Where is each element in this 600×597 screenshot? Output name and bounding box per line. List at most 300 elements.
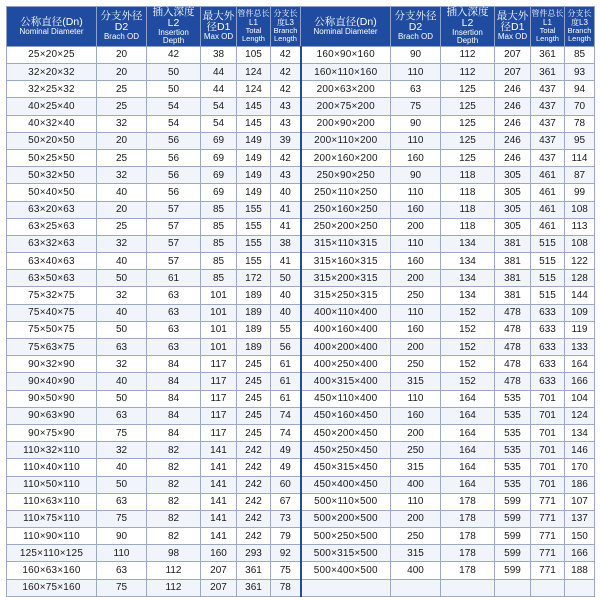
left-branch-length-cell: 56 xyxy=(271,339,301,356)
right-branch-length-cell: 87 xyxy=(565,167,595,184)
left-total-length-cell: 145 xyxy=(237,115,271,132)
left-total-length-cell: 242 xyxy=(237,510,271,527)
left-total-length-cell: 155 xyxy=(237,201,271,218)
right-insertion-depth-cell: 134 xyxy=(441,253,495,270)
left-nominal-cell: 125×110×125 xyxy=(7,545,97,562)
right-total-length-cell xyxy=(531,579,565,596)
left-branch-od-cell: 63 xyxy=(97,339,147,356)
right-nominal-cell: 450×250×450 xyxy=(301,442,391,459)
left-branch-length-cell: 61 xyxy=(271,373,301,390)
left-nominal-cell: 75×32×75 xyxy=(7,287,97,304)
left-branch-length-cell: 41 xyxy=(271,201,301,218)
right-nominal-cell: 200×63×200 xyxy=(301,81,391,98)
left-nominal-cell: 63×40×63 xyxy=(7,253,97,270)
left-max-od-cell: 141 xyxy=(201,442,237,459)
right-branch-od-cell: 315 xyxy=(391,545,441,562)
right-insertion-depth-cell: 152 xyxy=(441,304,495,321)
table-row xyxy=(7,373,595,390)
left-max-od-cell: 207 xyxy=(201,562,237,579)
left-branch-length-cell: 43 xyxy=(271,115,301,132)
right-branch-od-cell: 110 xyxy=(391,493,441,510)
left-nominal-cell: 75×50×75 xyxy=(7,321,97,338)
left-insertion-depth-cell: 61 xyxy=(147,270,201,287)
right-nominal-cell: 450×110×400 xyxy=(301,390,391,407)
left-total-length-cell: 242 xyxy=(237,459,271,476)
right-branch-length-cell: 137 xyxy=(565,510,595,527)
left-max-od-cell: 69 xyxy=(201,132,237,149)
table-row xyxy=(7,356,595,373)
right-max-od-cell: 599 xyxy=(495,510,531,527)
right-insertion-depth-cell: 134 xyxy=(441,235,495,252)
left-branch-od-cell: 32 xyxy=(97,356,147,373)
right-insertion-depth-cell xyxy=(441,579,495,596)
right-insertion-depth-cell: 178 xyxy=(441,510,495,527)
table-row xyxy=(7,321,595,338)
table-row xyxy=(7,493,595,510)
left-insertion-depth-cell: 82 xyxy=(147,476,201,493)
right-max-od-cell: 599 xyxy=(495,493,531,510)
left-branch-length-cell: 55 xyxy=(271,321,301,338)
table-row xyxy=(7,184,595,201)
left-branch-od-cell: 90 xyxy=(97,528,147,545)
left-insertion-depth-cell: 82 xyxy=(147,459,201,476)
spec-table-sheet xyxy=(6,6,594,594)
right-branch-od-cell: 160 xyxy=(391,407,441,424)
left-total-length-cell: 242 xyxy=(237,476,271,493)
right-max-od-cell: 246 xyxy=(495,81,531,98)
left-branch-length-cell: 92 xyxy=(271,545,301,562)
left-branch-od-cell: 25 xyxy=(97,218,147,235)
left-insertion-depth-cell: 57 xyxy=(147,235,201,252)
left-total-length-cell: 124 xyxy=(237,81,271,98)
left-insertion-depth-cell: 63 xyxy=(147,321,201,338)
right-branch-length-cell: 164 xyxy=(565,356,595,373)
left-nominal-cell: 50×40×50 xyxy=(7,184,97,201)
left-nominal-cell: 63×25×63 xyxy=(7,218,97,235)
right-max-od-cell: 381 xyxy=(495,287,531,304)
left-branch-length-cell: 40 xyxy=(271,184,301,201)
right-nominal-cell: 200×110×200 xyxy=(301,132,391,149)
table-row xyxy=(7,510,595,527)
right-total-length-cell: 515 xyxy=(531,287,565,304)
left-branch-od-cell: 50 xyxy=(97,390,147,407)
right-max-od-cell: 246 xyxy=(495,115,531,132)
right-insertion-depth-cell: 164 xyxy=(441,459,495,476)
left-branch-od-cell: 50 xyxy=(97,270,147,287)
right-nominal-cell: 500×400×500 xyxy=(301,562,391,579)
right-total-length-cell: 437 xyxy=(531,132,565,149)
left-total-length-cell: 149 xyxy=(237,167,271,184)
left-branch-length-cell: 39 xyxy=(271,132,301,149)
table-row xyxy=(7,81,595,98)
left-max-od-cell: 117 xyxy=(201,356,237,373)
right-total-length-cell: 515 xyxy=(531,235,565,252)
table-row xyxy=(7,149,595,166)
table-row xyxy=(7,476,595,493)
right-total-length-cell: 437 xyxy=(531,149,565,166)
right-branch-od-cell: 110 xyxy=(391,390,441,407)
right-branch-od-cell: 110 xyxy=(391,235,441,252)
right-insertion-depth-cell: 178 xyxy=(441,528,495,545)
right-insertion-depth-cell: 118 xyxy=(441,184,495,201)
left-branch-od-cell: 110 xyxy=(97,545,147,562)
right-max-od-cell: 207 xyxy=(495,46,531,63)
right-insertion-depth-cell: 164 xyxy=(441,407,495,424)
left-branch-length-cell: 40 xyxy=(271,287,301,304)
right-branch-od-cell: 90 xyxy=(391,46,441,63)
header-insertion-depth: 插入深度L2 Insertion Depth xyxy=(147,7,201,47)
right-total-length-cell: 361 xyxy=(531,46,565,63)
right-total-length-cell: 633 xyxy=(531,339,565,356)
header-max-od: 最大外径D1 Max OD xyxy=(201,7,237,47)
table-row xyxy=(7,218,595,235)
right-nominal-cell: 400×200×400 xyxy=(301,339,391,356)
left-branch-od-cell: 40 xyxy=(97,373,147,390)
left-insertion-depth-cell: 82 xyxy=(147,528,201,545)
left-total-length-cell: 242 xyxy=(237,528,271,545)
left-branch-od-cell: 32 xyxy=(97,115,147,132)
right-max-od-cell: 478 xyxy=(495,356,531,373)
right-branch-length-cell: 107 xyxy=(565,493,595,510)
right-insertion-depth-cell: 112 xyxy=(441,64,495,81)
header-nominal-diameter-right: 公称直径(Dn) Nominal Diameter xyxy=(301,7,391,47)
right-max-od-cell: 535 xyxy=(495,407,531,424)
right-branch-length-cell: 85 xyxy=(565,46,595,63)
left-max-od-cell: 69 xyxy=(201,184,237,201)
right-insertion-depth-cell: 134 xyxy=(441,270,495,287)
right-max-od-cell: 478 xyxy=(495,339,531,356)
right-nominal-cell: 200×90×200 xyxy=(301,115,391,132)
left-branch-od-cell: 40 xyxy=(97,459,147,476)
header-insertion-depth-right: 插入深度L2 Insertion Depth xyxy=(441,7,495,47)
right-branch-length-cell: 108 xyxy=(565,235,595,252)
left-total-length-cell: 124 xyxy=(237,64,271,81)
right-branch-od-cell: 250 xyxy=(391,442,441,459)
left-max-od-cell: 117 xyxy=(201,373,237,390)
left-max-od-cell: 54 xyxy=(201,115,237,132)
left-branch-length-cell: 61 xyxy=(271,390,301,407)
right-branch-length-cell: 128 xyxy=(565,270,595,287)
right-branch-od-cell: 110 xyxy=(391,184,441,201)
right-branch-od-cell: 200 xyxy=(391,270,441,287)
left-total-length-cell: 189 xyxy=(237,304,271,321)
right-insertion-depth-cell: 164 xyxy=(441,476,495,493)
left-max-od-cell: 38 xyxy=(201,46,237,63)
left-max-od-cell: 69 xyxy=(201,167,237,184)
left-branch-od-cell: 75 xyxy=(97,424,147,441)
left-branch-length-cell: 73 xyxy=(271,510,301,527)
right-insertion-depth-cell: 178 xyxy=(441,493,495,510)
left-max-od-cell: 117 xyxy=(201,390,237,407)
right-total-length-cell: 515 xyxy=(531,270,565,287)
right-nominal-cell: 250×200×250 xyxy=(301,218,391,235)
header-total-length: 管件总长L1 Total Length xyxy=(237,7,271,47)
right-max-od-cell: 535 xyxy=(495,476,531,493)
left-branch-od-cell: 32 xyxy=(97,442,147,459)
left-branch-length-cell: 74 xyxy=(271,424,301,441)
table-row xyxy=(7,562,595,579)
left-branch-length-cell: 43 xyxy=(271,98,301,115)
right-nominal-cell: 400×250×400 xyxy=(301,356,391,373)
left-branch-od-cell: 32 xyxy=(97,167,147,184)
right-nominal-cell: 160×90×160 xyxy=(301,46,391,63)
right-total-length-cell: 461 xyxy=(531,218,565,235)
left-max-od-cell: 141 xyxy=(201,476,237,493)
right-insertion-depth-cell: 178 xyxy=(441,545,495,562)
table-row xyxy=(7,235,595,252)
right-total-length-cell: 633 xyxy=(531,304,565,321)
right-branch-length-cell: 104 xyxy=(565,390,595,407)
left-branch-od-cell: 20 xyxy=(97,201,147,218)
right-insertion-depth-cell: 164 xyxy=(441,390,495,407)
left-max-od-cell: 141 xyxy=(201,510,237,527)
right-branch-length-cell: 170 xyxy=(565,459,595,476)
left-nominal-cell: 50×25×50 xyxy=(7,149,97,166)
right-max-od-cell: 535 xyxy=(495,442,531,459)
right-branch-od-cell: 160 xyxy=(391,321,441,338)
left-insertion-depth-cell: 57 xyxy=(147,253,201,270)
left-branch-od-cell: 63 xyxy=(97,493,147,510)
right-nominal-cell: 450×200×450 xyxy=(301,424,391,441)
left-branch-od-cell: 63 xyxy=(97,562,147,579)
right-total-length-cell: 461 xyxy=(531,184,565,201)
left-insertion-depth-cell: 57 xyxy=(147,218,201,235)
left-total-length-cell: 105 xyxy=(237,46,271,63)
right-nominal-cell: 500×200×500 xyxy=(301,510,391,527)
left-max-od-cell: 54 xyxy=(201,98,237,115)
table-row xyxy=(7,167,595,184)
right-insertion-depth-cell: 152 xyxy=(441,356,495,373)
right-insertion-depth-cell: 112 xyxy=(441,46,495,63)
left-branch-length-cell: 40 xyxy=(271,304,301,321)
right-branch-od-cell: 250 xyxy=(391,528,441,545)
left-nominal-cell: 40×25×40 xyxy=(7,98,97,115)
right-branch-length-cell: 70 xyxy=(565,98,595,115)
left-insertion-depth-cell: 84 xyxy=(147,373,201,390)
table-body xyxy=(7,46,595,596)
left-total-length-cell: 189 xyxy=(237,321,271,338)
right-nominal-cell: 250×90×250 xyxy=(301,167,391,184)
right-branch-od-cell: 400 xyxy=(391,476,441,493)
pipe-tee-spec-table xyxy=(6,6,595,597)
left-branch-od-cell: 50 xyxy=(97,476,147,493)
left-nominal-cell: 32×20×32 xyxy=(7,64,97,81)
right-total-length-cell: 437 xyxy=(531,115,565,132)
right-nominal-cell: 500×250×500 xyxy=(301,528,391,545)
left-branch-od-cell: 20 xyxy=(97,46,147,63)
right-total-length-cell: 771 xyxy=(531,510,565,527)
right-insertion-depth-cell: 164 xyxy=(441,424,495,441)
left-max-od-cell: 85 xyxy=(201,201,237,218)
left-branch-length-cell: 78 xyxy=(271,579,301,596)
left-nominal-cell: 110×32×110 xyxy=(7,442,97,459)
left-branch-od-cell: 32 xyxy=(97,235,147,252)
right-branch-length-cell: 166 xyxy=(565,545,595,562)
left-max-od-cell: 44 xyxy=(201,64,237,81)
right-total-length-cell: 437 xyxy=(531,98,565,115)
left-branch-length-cell: 41 xyxy=(271,253,301,270)
left-branch-od-cell: 25 xyxy=(97,98,147,115)
right-total-length-cell: 437 xyxy=(531,81,565,98)
left-total-length-cell: 145 xyxy=(237,98,271,115)
left-total-length-cell: 149 xyxy=(237,184,271,201)
left-insertion-depth-cell: 56 xyxy=(147,132,201,149)
left-max-od-cell: 117 xyxy=(201,407,237,424)
right-max-od-cell: 381 xyxy=(495,235,531,252)
right-branch-length-cell: 109 xyxy=(565,304,595,321)
left-insertion-depth-cell: 54 xyxy=(147,98,201,115)
right-branch-length-cell: 133 xyxy=(565,339,595,356)
left-insertion-depth-cell: 56 xyxy=(147,184,201,201)
right-insertion-depth-cell: 125 xyxy=(441,115,495,132)
right-nominal-cell: 200×75×200 xyxy=(301,98,391,115)
right-insertion-depth-cell: 125 xyxy=(441,81,495,98)
right-branch-length-cell: 99 xyxy=(565,184,595,201)
left-branch-od-cell: 40 xyxy=(97,184,147,201)
left-branch-length-cell: 67 xyxy=(271,493,301,510)
right-branch-length-cell: 114 xyxy=(565,149,595,166)
right-max-od-cell: 305 xyxy=(495,184,531,201)
left-max-od-cell: 160 xyxy=(201,545,237,562)
right-total-length-cell: 701 xyxy=(531,476,565,493)
header-branch-od: 分支外径D2 Brach OD xyxy=(97,7,147,47)
right-total-length-cell: 771 xyxy=(531,528,565,545)
left-branch-od-cell: 20 xyxy=(97,64,147,81)
right-nominal-cell: 315×250×315 xyxy=(301,287,391,304)
right-max-od-cell xyxy=(495,579,531,596)
left-max-od-cell: 141 xyxy=(201,493,237,510)
left-max-od-cell: 141 xyxy=(201,528,237,545)
left-max-od-cell: 101 xyxy=(201,287,237,304)
right-branch-od-cell: 63 xyxy=(391,81,441,98)
left-branch-od-cell: 40 xyxy=(97,253,147,270)
left-branch-length-cell: 42 xyxy=(271,46,301,63)
left-insertion-depth-cell: 42 xyxy=(147,46,201,63)
left-nominal-cell: 90×40×90 xyxy=(7,373,97,390)
left-nominal-cell: 90×75×90 xyxy=(7,424,97,441)
right-branch-od-cell: 160 xyxy=(391,253,441,270)
right-nominal-cell: 250×160×250 xyxy=(301,201,391,218)
right-insertion-depth-cell: 152 xyxy=(441,373,495,390)
right-nominal-cell: 450×315×450 xyxy=(301,459,391,476)
right-nominal-cell: 315×110×315 xyxy=(301,235,391,252)
left-nominal-cell: 63×32×63 xyxy=(7,235,97,252)
left-branch-length-cell: 42 xyxy=(271,81,301,98)
right-max-od-cell: 478 xyxy=(495,321,531,338)
right-branch-length-cell: 134 xyxy=(565,424,595,441)
right-branch-length-cell xyxy=(565,579,595,596)
left-branch-length-cell: 50 xyxy=(271,270,301,287)
left-insertion-depth-cell: 63 xyxy=(147,304,201,321)
right-insertion-depth-cell: 178 xyxy=(441,562,495,579)
left-nominal-cell: 50×32×50 xyxy=(7,167,97,184)
right-insertion-depth-cell: 118 xyxy=(441,218,495,235)
left-total-length-cell: 189 xyxy=(237,287,271,304)
right-max-od-cell: 305 xyxy=(495,218,531,235)
left-branch-od-cell: 25 xyxy=(97,81,147,98)
right-branch-length-cell: 119 xyxy=(565,321,595,338)
right-insertion-depth-cell: 125 xyxy=(441,98,495,115)
right-total-length-cell: 515 xyxy=(531,253,565,270)
right-branch-od-cell: 160 xyxy=(391,201,441,218)
right-branch-length-cell: 186 xyxy=(565,476,595,493)
left-total-length-cell: 242 xyxy=(237,493,271,510)
right-max-od-cell: 207 xyxy=(495,64,531,81)
right-nominal-cell: 400×160×400 xyxy=(301,321,391,338)
left-max-od-cell: 85 xyxy=(201,253,237,270)
right-nominal-cell: 315×200×315 xyxy=(301,270,391,287)
right-insertion-depth-cell: 152 xyxy=(441,339,495,356)
right-branch-od-cell: 200 xyxy=(391,424,441,441)
header-nominal-diameter: 公称直径(Dn) Nominal Diameter xyxy=(7,7,97,47)
left-branch-length-cell: 41 xyxy=(271,218,301,235)
table-header xyxy=(7,7,595,47)
right-insertion-depth-cell: 118 xyxy=(441,201,495,218)
left-insertion-depth-cell: 56 xyxy=(147,149,201,166)
right-total-length-cell: 701 xyxy=(531,442,565,459)
right-max-od-cell: 599 xyxy=(495,528,531,545)
right-branch-od-cell: 75 xyxy=(391,98,441,115)
left-total-length-cell: 155 xyxy=(237,218,271,235)
right-insertion-depth-cell: 118 xyxy=(441,167,495,184)
right-insertion-depth-cell: 164 xyxy=(441,442,495,459)
left-max-od-cell: 207 xyxy=(201,579,237,596)
table-row xyxy=(7,407,595,424)
left-branch-od-cell: 20 xyxy=(97,132,147,149)
left-nominal-cell: 75×63×75 xyxy=(7,339,97,356)
table-row xyxy=(7,115,595,132)
left-total-length-cell: 172 xyxy=(237,270,271,287)
header-total-length-right: 管件总长L1 Total Length xyxy=(531,7,565,47)
right-max-od-cell: 535 xyxy=(495,459,531,476)
right-branch-od-cell xyxy=(391,579,441,596)
left-branch-length-cell: 74 xyxy=(271,407,301,424)
right-total-length-cell: 361 xyxy=(531,64,565,81)
right-branch-od-cell: 315 xyxy=(391,459,441,476)
left-nominal-cell: 40×32×40 xyxy=(7,115,97,132)
right-branch-length-cell: 146 xyxy=(565,442,595,459)
table-row xyxy=(7,528,595,545)
left-branch-od-cell: 40 xyxy=(97,304,147,321)
left-branch-length-cell: 49 xyxy=(271,459,301,476)
left-total-length-cell: 245 xyxy=(237,407,271,424)
left-insertion-depth-cell: 82 xyxy=(147,493,201,510)
left-max-od-cell: 101 xyxy=(201,304,237,321)
left-branch-length-cell: 61 xyxy=(271,356,301,373)
right-max-od-cell: 535 xyxy=(495,424,531,441)
table-row xyxy=(7,304,595,321)
right-nominal-cell: 500×110×500 xyxy=(301,493,391,510)
right-total-length-cell: 701 xyxy=(531,390,565,407)
left-total-length-cell: 149 xyxy=(237,149,271,166)
left-total-length-cell: 245 xyxy=(237,373,271,390)
left-nominal-cell: 110×50×110 xyxy=(7,476,97,493)
right-insertion-depth-cell: 125 xyxy=(441,149,495,166)
left-nominal-cell: 110×90×110 xyxy=(7,528,97,545)
right-branch-length-cell: 124 xyxy=(565,407,595,424)
left-insertion-depth-cell: 112 xyxy=(147,562,201,579)
right-insertion-depth-cell: 125 xyxy=(441,132,495,149)
left-insertion-depth-cell: 98 xyxy=(147,545,201,562)
left-insertion-depth-cell: 82 xyxy=(147,442,201,459)
left-total-length-cell: 361 xyxy=(237,579,271,596)
left-branch-od-cell: 25 xyxy=(97,149,147,166)
left-nominal-cell: 160×63×160 xyxy=(7,562,97,579)
right-total-length-cell: 633 xyxy=(531,321,565,338)
right-total-length-cell: 633 xyxy=(531,373,565,390)
table-row xyxy=(7,459,595,476)
right-branch-length-cell: 150 xyxy=(565,528,595,545)
